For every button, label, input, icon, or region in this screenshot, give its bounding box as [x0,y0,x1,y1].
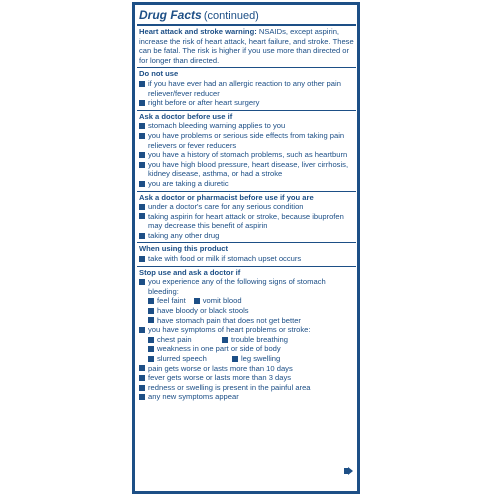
stop-use-section [139,267,354,402]
item-text: you have high blood pressure, heart disease, liver cirrhosis, kidney disease, asthma, or had a stroke [148,159,349,179]
bullet-icon [139,256,145,262]
item-text: pain gets worse or lasts more than 10 days [148,363,293,373]
list-item [139,160,354,179]
bullet-icon [139,365,145,371]
item-text: you have problems or serious side effects from taking pain relievers or fever reducers [148,130,345,150]
item-text: right before or after heart surgery [148,98,260,108]
list-item [139,231,354,241]
heart-signs [139,335,354,364]
title-main: Drug Facts [139,8,202,22]
item-text: fever gets worse or lasts more than 3 days [148,373,292,383]
heart-signs-row [148,354,354,364]
item-text: weakness in one part or side of body [157,344,281,354]
list-item [139,212,354,231]
title-sub: (continued) [203,10,259,22]
list-item [139,383,354,393]
item-text: taking aspirin for heart attack or stroke, because ibuprofen may decrease this benefit of aspirin [148,211,344,231]
bullet-icon [139,162,145,168]
heart-warning-heading: Heart attack and stroke warning: [139,27,257,36]
item-text: under a doctor's care for any serious condition [148,202,304,212]
list-item [148,296,186,306]
bullet-icon [232,356,238,362]
bullet-icon [148,308,154,314]
list-item [139,392,354,402]
bullet-icon [148,317,154,323]
list-item [139,150,354,160]
ask-pharmacist-heading: Ask a doctor or pharmacist before use if you are [139,192,314,202]
ask-doctor-heading: Ask a doctor before use if [139,111,233,121]
heart-signs-row [148,335,354,345]
item-text: chest pain [157,334,192,344]
list-item [148,354,228,364]
list-item [139,79,354,98]
bullet-icon [139,123,145,129]
bullet-icon [139,213,145,219]
continue-arrow-icon [348,467,353,475]
bullet-icon [139,81,145,87]
list-item [222,335,288,345]
drug-facts-panel [132,2,360,494]
bleeding-signs [139,296,354,325]
item-text: you experience any of the following signs of stomach bleeding: [148,277,326,296]
list-item [148,344,354,354]
item-text: any new symptoms appear [148,392,239,402]
item-text: taking any other drug [148,230,220,240]
bullet-icon [139,100,145,106]
list-item [139,277,354,296]
list-item [148,316,354,326]
bullet-icon [139,327,145,333]
list-item [139,202,354,212]
list-item [139,131,354,150]
do-not-use-section [139,68,354,107]
item-text: stomach bleeding warning applies to you [148,121,286,131]
item-text: slurred speech [157,354,207,363]
bullet-icon [222,337,228,343]
item-text: trouble breathing [231,334,288,344]
ask-doctor-section [139,111,354,189]
item-text: you are taking a diuretic [148,178,229,188]
bullet-icon [139,152,145,158]
bullet-icon [139,204,145,210]
item-text: vomit blood [202,296,242,306]
bullet-icon [139,279,145,285]
heart-warning-section [139,26,354,65]
item-text: take with food or milk if stomach upset occurs [148,254,302,264]
list-item [194,296,242,306]
item-text: redness or swelling is present in the painful area [148,382,311,392]
bullet-icon [139,375,145,381]
bleeding-signs-row [148,296,354,306]
item-text: feel faint [157,296,186,306]
heart-warning-body: NSAIDs, except aspirin, increase the risk of heart attack, heart failure, and stroke. These can be fatal. The risk is higher if you use more than directed or for longer than directed. [139,27,354,65]
item-text: if you have ever had an allergic reaction to any other pain reliever/fever reducer [148,78,341,98]
list-item [232,354,280,364]
bullet-icon [139,133,145,139]
item-text: you have a history of stomach problems, such as heartburn [148,150,348,160]
bullet-icon [139,394,145,400]
item-text: you have symptoms of heart problems or stroke: [148,325,311,335]
list-item [148,306,354,316]
list-item [139,254,354,264]
item-text: have bloody or black stools [157,306,249,316]
when-using-heading: When using this product [139,244,229,254]
list-item [139,121,354,131]
bullet-icon [148,298,154,304]
bullet-icon [139,181,145,187]
panel-title [139,6,354,24]
item-text: have stomach pain that does not get better [157,315,301,325]
list-item [139,98,354,108]
list-item [139,373,354,383]
item-text: leg swelling [241,354,281,363]
bullet-icon [148,356,154,362]
bullet-icon [139,385,145,391]
bullet-icon [139,233,145,239]
stop-use-heading: Stop use and ask a doctor if [139,267,241,277]
bullet-icon [148,346,154,352]
list-item [148,335,218,345]
heart-warning-text [139,27,354,65]
list-item [139,364,354,374]
list-item [139,179,354,189]
bullet-icon [194,298,200,304]
do-not-use-heading: Do not use [139,69,179,79]
list-item [139,325,354,335]
when-using-section [139,243,354,263]
bullet-icon [148,337,154,343]
ask-pharmacist-section [139,192,354,241]
